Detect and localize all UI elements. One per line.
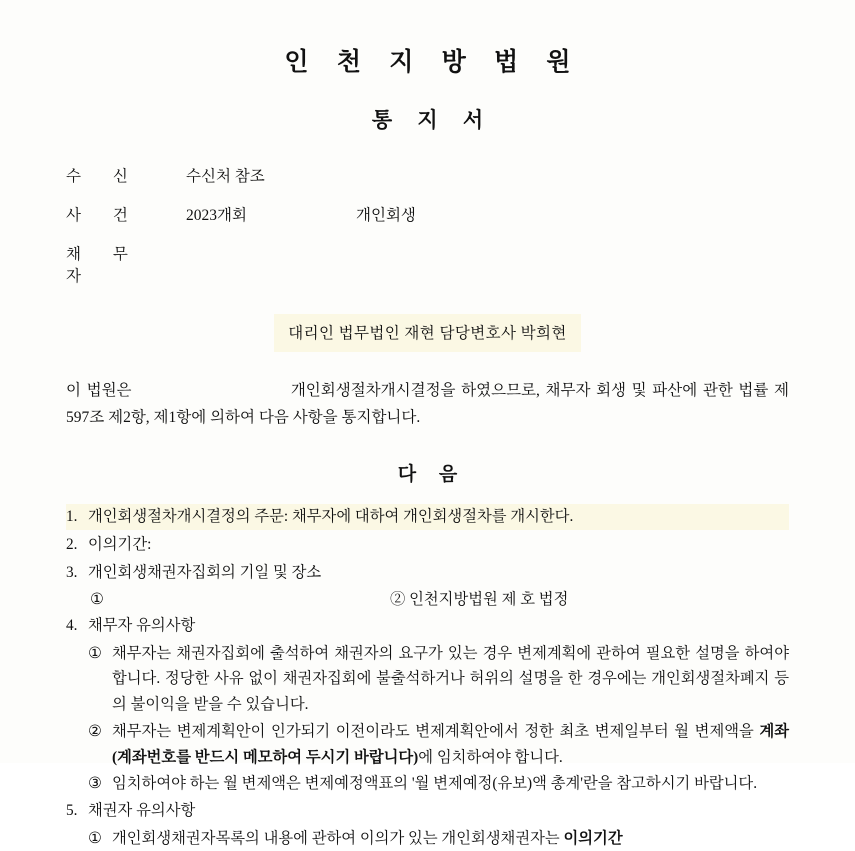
intro-paragraph xyxy=(66,378,789,431)
list-item-number: 2. xyxy=(66,536,78,553)
sub-item xyxy=(88,719,789,770)
list-item xyxy=(66,613,789,639)
meta-value-primary: 수신처 참조 xyxy=(186,168,265,185)
intro-lead: 이 법원은 xyxy=(66,382,132,399)
agent-highlight: 대리인 법무법인 재현 담당변호사 박희현 xyxy=(274,314,580,352)
notice-list xyxy=(66,504,789,851)
document-title: 통 지 서 xyxy=(371,108,494,132)
sub-item-number: ① xyxy=(88,829,102,847)
meta-value-case xyxy=(186,203,789,225)
sub-item xyxy=(88,771,789,797)
list-item-number: 1. xyxy=(66,504,88,530)
meeting-place-slot: ② 인천지방법원 제 호 법정 xyxy=(390,591,569,609)
meta-row xyxy=(66,164,789,186)
sub-item-text-bold: 이의기간 xyxy=(563,829,623,847)
sub-item-text-post: 에 임치하여야 합니다. xyxy=(418,748,563,766)
list-item-text: 채무자 유의사항 xyxy=(88,617,196,635)
meta-value-secondary: 개인회생 xyxy=(356,207,416,224)
list-item xyxy=(66,532,789,558)
sub-item-text-bold: 계좌(계좌번호를 반드시 메모하여 두시기 바랍니다) xyxy=(112,722,789,766)
metadata-block xyxy=(66,164,789,286)
meta-value-recipient xyxy=(186,164,789,186)
sub-item-number: ① xyxy=(88,644,102,662)
meta-value-secondary xyxy=(356,164,789,186)
sub-item xyxy=(88,641,789,718)
meta-row xyxy=(66,242,789,286)
intro-decision: 개인회생절차개시결정을 하였으므로, 채무자 회생 및 파산에 관한 법률 제597조 제2항, 제1항에 의하여 다음 사항을 통지합니다. xyxy=(66,382,789,426)
sub-item-text: 임치하여야 하는 월 변제액은 변제예정액표의 '월 변제예정(유보)액 총계'란을 참고하시기 바랍니다. xyxy=(112,775,758,793)
sub-item-text xyxy=(112,719,789,770)
sub-item-text xyxy=(112,826,789,851)
list-item-text: 개인회생절차개시결정의 주문: 채무자에 대하여 개인회생절차를 개시한다. xyxy=(88,504,789,530)
section-heading: 다 음 xyxy=(397,464,467,486)
sub-item-text: 채무자는 채권자집회에 출석하여 채권자의 요구가 있는 경우 변제계획에 관하여 필요한 설명을 하여야 합니다. 정당한 사유 없이 채권자집회에 불출석하거나 허위의 설명을 한 경우에는 개인회생절차폐지 등의 불이익을 받을 수 있습니다. xyxy=(112,644,789,714)
sub-item-text-pre: 채무자는 변제계획안이 인가되기 이전이라도 변제계획안에서 정한 최초 변제일부터 월 변제액을 xyxy=(112,722,754,740)
agent-line xyxy=(66,314,789,352)
list-item xyxy=(66,560,789,586)
sub-item-number: ② xyxy=(88,722,102,740)
list-item-text: 이의기간: xyxy=(88,536,152,553)
list-item-number: 4. xyxy=(66,617,78,635)
list-item xyxy=(66,798,789,824)
meta-label-case: 사 건 xyxy=(66,207,142,224)
list-item-text: 개인회생채권자집회의 기일 및 장소 xyxy=(88,563,322,581)
meta-row xyxy=(66,203,789,225)
list-item-number: 3. xyxy=(66,563,78,581)
sub-item xyxy=(88,826,789,851)
court-title: 인 천 지 방 법 원 xyxy=(284,49,582,76)
sub-item-number: ③ xyxy=(88,775,102,793)
meta-value-primary: 2023개회 xyxy=(186,207,247,224)
meta-label-recipient: 수 신 xyxy=(66,168,142,185)
sub-item-text-pre: 개인회생채권자목록의 내용에 관하여 이의가 있는 개인회생채권자는 xyxy=(112,829,560,847)
list-item-text: 채권자 유의사항 xyxy=(88,801,196,819)
list-item xyxy=(66,504,789,530)
list-item-number: 5. xyxy=(66,801,78,819)
meta-label-debtor: 채 무 자 xyxy=(66,246,142,285)
meeting-date-slot: ① xyxy=(90,591,104,609)
meeting-detail-row xyxy=(90,587,789,613)
